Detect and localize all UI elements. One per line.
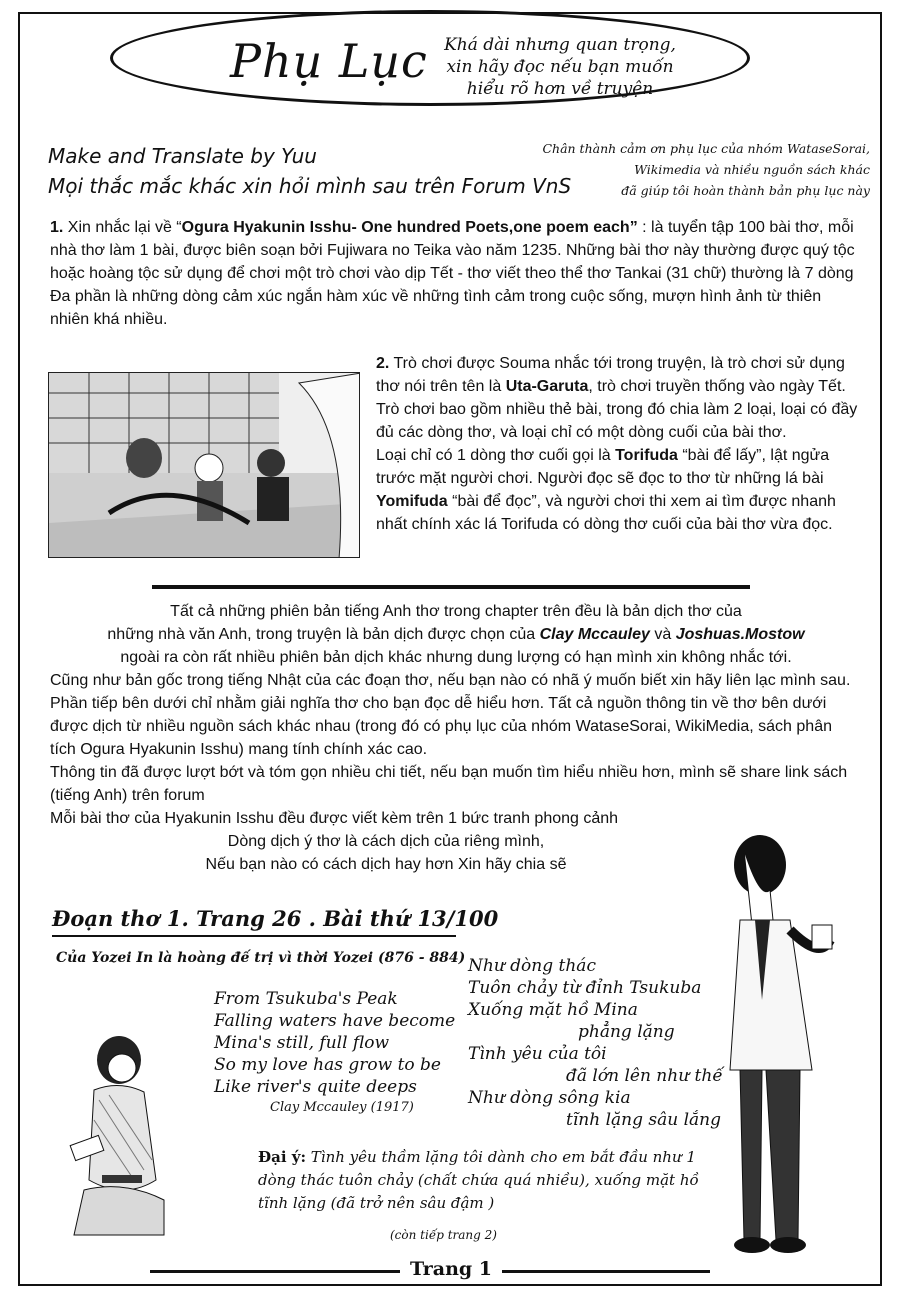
centered-line: Dòng dịch ý thơ là cách dịch của riêng mình, — [227, 833, 545, 850]
continued-note: (còn tiếp trang 2) — [390, 1228, 497, 1242]
subtitle-line: Khá dài nhưng quan trọng, — [444, 35, 676, 55]
translator-name: Clay Mccauley — [539, 626, 650, 643]
title-underline — [52, 935, 456, 937]
section-1-paragraph — [50, 216, 862, 285]
thanks-note — [530, 138, 870, 201]
text-span: : là tuyển tập 100 bài thơ, mỗi nhà thơ làm 1 bài, được biên soạn bởi Fujiwara no Teika vào năm 1235. Những bài thơ này thường được quý tộc hoặc hoàng tộc sử dụng để chơi một trò chơi vào dịp Tết - thơ viết theo thể thơ Tankai (31 chữ) thường là 7 dòng — [50, 219, 855, 282]
meaning-label: Đại ý: — [258, 1148, 307, 1166]
poem-line: Falling waters have become — [214, 1011, 456, 1031]
text-span: và — [649, 626, 676, 643]
paragraph: Mỗi bài thơ của Hyakunin Isshu đều được viết kèm trên 1 bức tranh phong cảnh — [50, 810, 619, 827]
poem-line: Tình yêu của tôi — [468, 1044, 607, 1064]
game-name: Uta-Garuta — [505, 378, 589, 395]
translator-credit: Make and Translate by Yuu — [48, 144, 317, 168]
meaning-text: Tình yêu thầm lặng tôi dành cho em bắt đầu như 1 dòng thác tuôn chảy (chất chứa quá nhiều), xuống mặt hồ tĩnh lặng (đã trở nên sâu đậm ) — [258, 1148, 699, 1212]
poem-line: tĩnh lặng sâu lắng — [566, 1110, 721, 1130]
manga-panel-drawing — [49, 373, 360, 558]
vietnamese-poem — [468, 955, 723, 1131]
text-span: “bài để lấy”, lật ngửa trước mặt người chơi. Người đọc sẽ đọc to thơ từ những lá bài — [376, 447, 830, 487]
forum-note: Mọi thắc mắc khác xin hỏi mình sau trên Forum VnS — [48, 174, 572, 198]
poem-line: Tuôn chảy từ đỉnh Tsukuba — [468, 978, 702, 998]
english-poem-credit: Clay Mccauley (1917) — [270, 1100, 414, 1115]
poem-line: From Tsukuba's Peak — [214, 989, 398, 1009]
poet-info: Của Yozei In là hoàng đế trị vì thời Yozei (876 - 884) — [56, 950, 466, 966]
subtitle-line: hiểu rõ hơn về truyện — [466, 79, 654, 99]
text-span: , trò chơi truyền thống vào ngày Tết. Trò chơi bao gồm nhiều thẻ bài, trong đó chia làm 2 loại, loại có đầy đủ các dòng thơ, và loại chỉ có một dòng cuối của bài thơ. — [376, 378, 858, 441]
poem-section-title: Đoạn thơ 1. Trang 26 . Bài thứ 13/100 — [52, 906, 499, 931]
poem-line: Như dòng sông kia — [468, 1088, 631, 1108]
thanks-line: Chân thành cảm ơn phụ lục của nhóm WataseSorai, — [542, 141, 870, 156]
kneeling-character-illustration — [64, 1030, 174, 1240]
section-2-paragraph — [376, 352, 858, 444]
section-2 — [376, 352, 858, 536]
paragraph: Cũng như bản gốc trong tiếng Nhật của các đoạn thơ, nếu bạn nào có nhã ý muốn biết xin hãy liên lạc mình sau. Phần tiếp bên dưới chỉ nhằm giải nghĩa thơ cho bạn đọc dễ hiểu hơn. Tất cả nguồn thông tin về thơ bên dưới được dịch từ nhiều nguồn sách khác nhau (trong đó có phụ lục của nhóm WataseSorai, WikiMedia, sách phân tích Ogura Hyakunin Isshu) mang tính chính xác cao. — [50, 672, 851, 758]
text-span: Xin nhắc lại về “ — [63, 219, 182, 236]
centered-line: Nếu bạn nào có cách dịch hay hơn Xin hãy chia sẽ — [205, 856, 567, 873]
poem-line: Mina's still, full flow — [214, 1033, 390, 1053]
english-poem — [214, 988, 455, 1098]
page-number: Trang 1 — [400, 1258, 502, 1280]
centered-line: ngoài ra còn rất nhiều phiên bản dịch khác nhưng dung lượng có hạn mình xin không nhắc tới. — [120, 649, 792, 666]
text-span: Loại chỉ có 1 dòng thơ cuối gọi là — [376, 447, 616, 464]
text-span: Trò chơi được Souma nhắc tới trong truyện, là trò chơi sử dụng thơ nói trên tên là — [376, 355, 845, 395]
paragraph: Thông tin đã được lượt bớt và tóm gọn nhiều chi tiết, nếu bạn muốn tìm hiểu nhiều hơn, mình sẽ share link sách (tiếng Anh) trên forum — [50, 764, 848, 804]
subtitle-line: xin hãy đọc nếu bạn muốn — [446, 57, 674, 77]
poem-line: Xuống mặt hồ Mina — [468, 1000, 638, 1020]
page-subtitle — [430, 34, 690, 100]
section-number: 1. — [50, 219, 64, 236]
poem-line: phẳng lặng — [578, 1022, 675, 1042]
card-type-yomifuda: Yomifuda — [376, 493, 448, 510]
section-1 — [50, 216, 862, 331]
translator-name: Joshuas.Mostow — [675, 626, 805, 643]
manga-panel-image — [48, 372, 360, 558]
poem-meaning — [258, 1146, 718, 1215]
text-span: “bài để đọc”, và người chơi thi xem ai tìm được nhanh nhất chính xác lá Torifuda có dòng thơ cuối của bài thơ vừa đọc. — [376, 493, 836, 533]
thanks-line: đã giúp tôi hoàn thành bản phụ lục này — [621, 183, 870, 198]
section-1-paragraph-2: Đa phần là những dòng cảm xúc ngắn hàm xúc về những tình cảm trong cuộc sống, mượn hình ảnh từ thiên nhiên khá nhiều. — [50, 288, 822, 328]
card-type-torifuda: Torifuda — [615, 447, 678, 464]
text-span: những nhà văn Anh, trong truyện là bản dịch được chọn của — [107, 626, 540, 643]
poem-line: đã lớn lên như thế — [566, 1066, 723, 1086]
page-title: Phụ Lục — [230, 34, 428, 88]
section-number: 2. — [376, 355, 390, 372]
poem-line: Like river's quite deeps — [214, 1077, 417, 1097]
poem-line: So my love has grow to be — [214, 1055, 441, 1075]
section-divider — [152, 585, 750, 589]
poem-line: Như dòng thác — [468, 956, 596, 976]
collection-title: Ogura Hyakunin Isshu- One hundred Poets,one poem each” — [181, 219, 638, 236]
thanks-line: Wikimedia và nhiều nguồn sách khác — [634, 162, 870, 177]
standing-character-illustration — [700, 820, 860, 1260]
centered-line — [50, 623, 862, 646]
centered-line: Tất cả những phiên bản tiếng Anh thơ trong chapter trên đều là bản dịch thơ của — [170, 603, 742, 620]
section-2-paragraph-2 — [376, 444, 858, 536]
